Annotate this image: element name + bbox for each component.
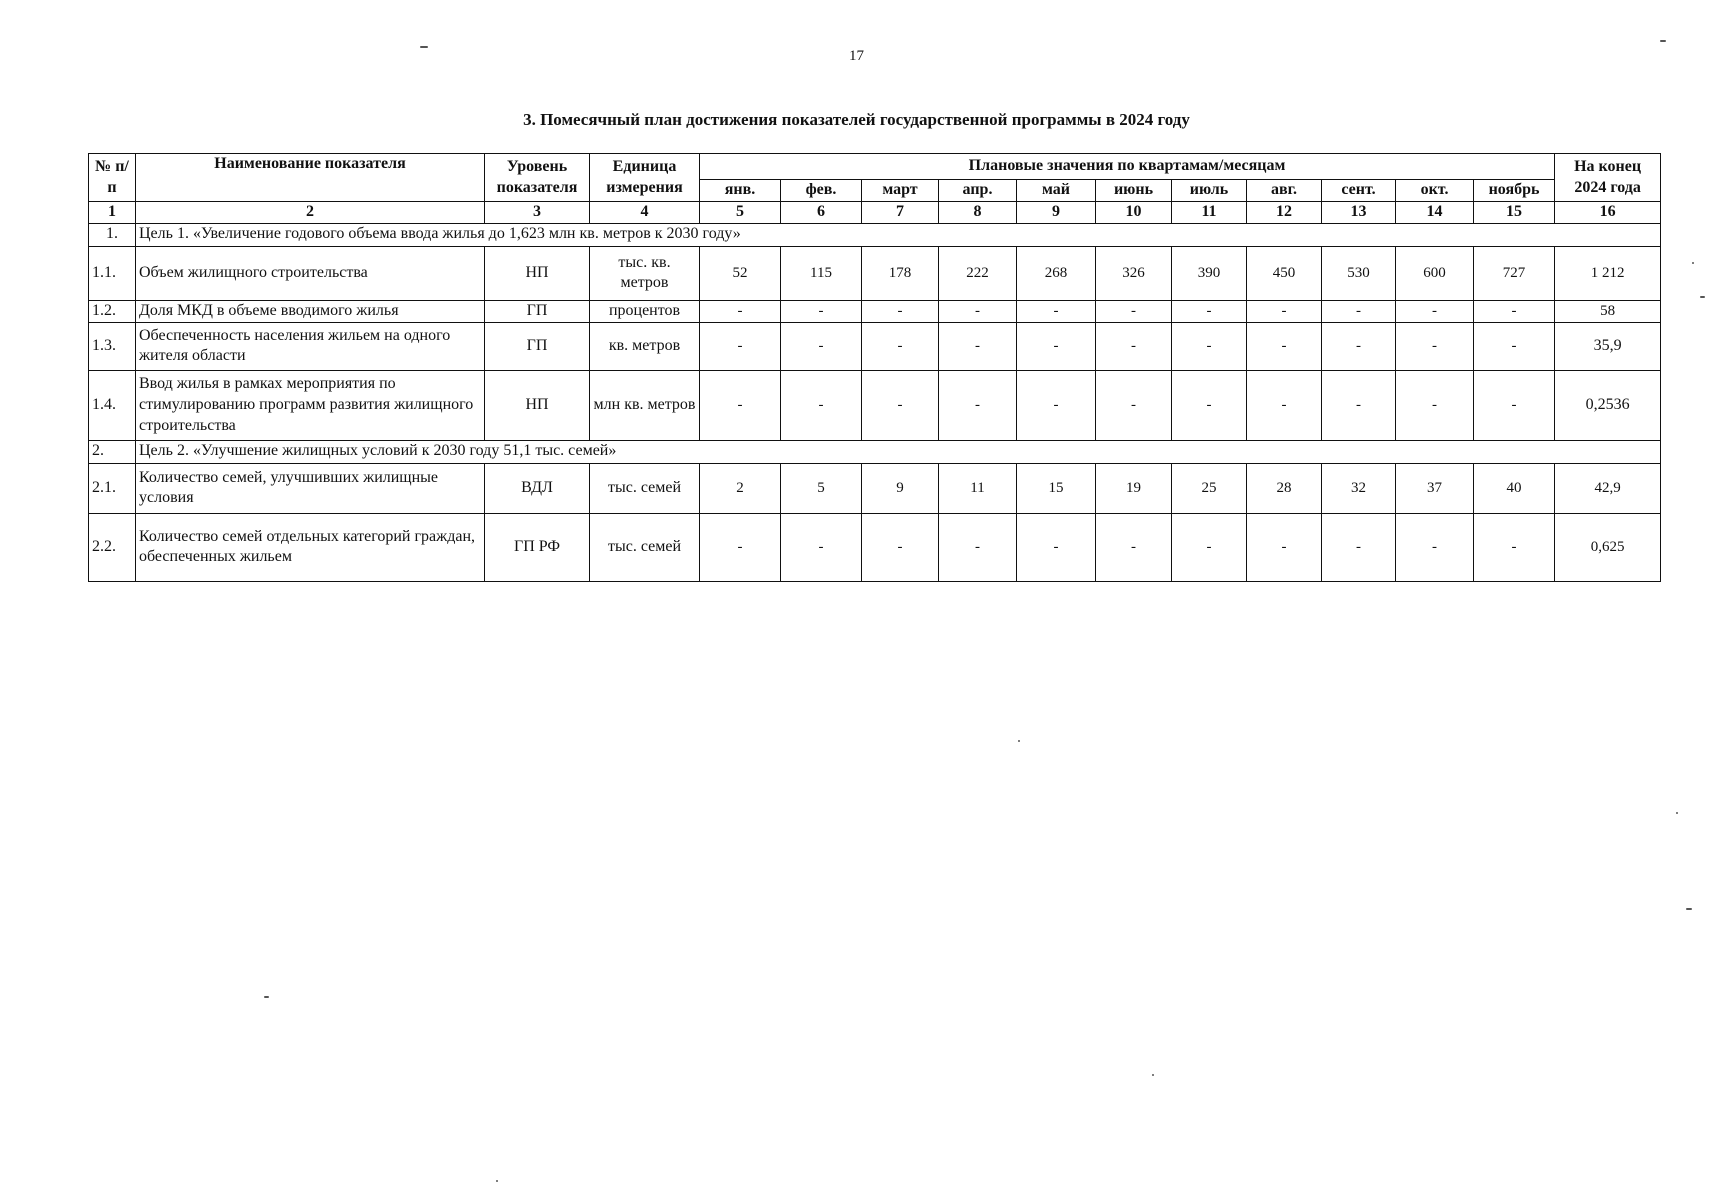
month-value: 11: [939, 463, 1017, 513]
column-number: 14: [1396, 202, 1474, 224]
month-value: -: [781, 322, 862, 370]
month-header: июль: [1172, 180, 1247, 202]
indicator-unit: тыс. семей: [590, 513, 700, 581]
row-number: 1.2.: [89, 300, 136, 322]
indicator-unit: тыс. кв. метров: [590, 246, 700, 300]
month-value: 530: [1322, 246, 1396, 300]
header-unit: Единица измерения: [590, 154, 700, 202]
row-number: 1.1.: [89, 246, 136, 300]
month-value: 32: [1322, 463, 1396, 513]
month-value: -: [1247, 300, 1322, 322]
indicator-level: ВДЛ: [485, 463, 590, 513]
month-header: май: [1017, 180, 1096, 202]
column-number: 10: [1096, 202, 1172, 224]
column-number: 13: [1322, 202, 1396, 224]
column-number: 2: [136, 202, 485, 224]
table-row: [89, 322, 1661, 370]
month-value: 25: [1172, 463, 1247, 513]
month-header: сент.: [1322, 180, 1396, 202]
month-value: -: [1396, 370, 1474, 440]
indicator-level: ГП: [485, 322, 590, 370]
scan-speck: [1676, 812, 1678, 814]
month-value: -: [1247, 370, 1322, 440]
month-value: -: [1096, 300, 1172, 322]
column-number: 6: [781, 202, 862, 224]
month-value: 390: [1172, 246, 1247, 300]
month-value: -: [862, 300, 939, 322]
month-value: -: [1396, 300, 1474, 322]
indicator-level: НП: [485, 370, 590, 440]
month-value: -: [1474, 300, 1555, 322]
table-row: [89, 463, 1661, 513]
month-header: фев.: [781, 180, 862, 202]
column-number: 11: [1172, 202, 1247, 224]
month-value: 2: [700, 463, 781, 513]
indicator-name: Обеспеченность населения жильем на одного жителя области: [136, 322, 485, 370]
column-number: 16: [1555, 202, 1661, 224]
month-value: -: [700, 322, 781, 370]
month-value: 326: [1096, 246, 1172, 300]
indicator-name: Количество семей, улучшивших жилищные условия: [136, 463, 485, 513]
month-value: 9: [862, 463, 939, 513]
goal-row: [89, 440, 1661, 463]
goal-number: 1.: [89, 223, 136, 246]
month-value: 450: [1247, 246, 1322, 300]
month-value: -: [939, 370, 1017, 440]
month-value: 222: [939, 246, 1017, 300]
month-value: -: [700, 300, 781, 322]
column-number: 7: [862, 202, 939, 224]
scan-speck: [1686, 908, 1692, 910]
goal-number: 2.: [89, 440, 136, 463]
month-value: -: [1322, 300, 1396, 322]
header-row: [89, 154, 1661, 180]
month-header: апр.: [939, 180, 1017, 202]
table-row: [89, 300, 1661, 322]
scan-speck: [420, 46, 428, 48]
month-value: -: [1474, 370, 1555, 440]
table-row: [89, 246, 1661, 300]
scan-speck: [496, 1180, 498, 1182]
indicator-name: Количество семей отдельных категорий граждан, обеспеченных жильем: [136, 513, 485, 581]
month-value: -: [1322, 370, 1396, 440]
header-num: № п/п: [89, 154, 136, 202]
end-of-year-value: 0,625: [1555, 513, 1661, 581]
indicator-name: Доля МКД в объеме вводимого жилья: [136, 300, 485, 322]
indicator-plan-table: [88, 153, 1661, 582]
goal-text: Цель 1. «Увеличение годового объема ввода жилья до 1,623 млн кв. метров к 2030 году»: [136, 223, 1661, 246]
month-value: 600: [1396, 246, 1474, 300]
indicator-level: ГП: [485, 300, 590, 322]
scan-speck: [1018, 740, 1020, 742]
indicator-unit: млн кв. метров: [590, 370, 700, 440]
header-name: Наименование показателя: [136, 154, 485, 202]
month-value: 5: [781, 463, 862, 513]
column-number: 12: [1247, 202, 1322, 224]
end-of-year-value: 1 212: [1555, 246, 1661, 300]
indicator-name: Объем жилищного строительства: [136, 246, 485, 300]
month-value: -: [939, 300, 1017, 322]
month-value: -: [1322, 322, 1396, 370]
month-value: -: [1096, 513, 1172, 581]
page-title: 3. Помесячный план достижения показателей государственной программы в 2024 году: [523, 110, 1190, 129]
month-value: -: [1396, 513, 1474, 581]
month-value: -: [1172, 322, 1247, 370]
month-value: 28: [1247, 463, 1322, 513]
month-header: янв.: [700, 180, 781, 202]
indicator-unit: кв. метров: [590, 322, 700, 370]
row-number: 1.4.: [89, 370, 136, 440]
month-value: 268: [1017, 246, 1096, 300]
table-row: [89, 513, 1661, 581]
month-header: ноябрь: [1474, 180, 1555, 202]
month-value: -: [939, 513, 1017, 581]
indicator-unit: процентов: [590, 300, 700, 322]
row-number: 1.3.: [89, 322, 136, 370]
row-number: 2.1.: [89, 463, 136, 513]
header-level: Уровень показателя: [485, 154, 590, 202]
table-row: [89, 370, 1661, 440]
month-value: -: [862, 513, 939, 581]
month-value: -: [781, 300, 862, 322]
column-number-row: [89, 202, 1661, 224]
month-value: -: [862, 322, 939, 370]
month-value: -: [1474, 513, 1555, 581]
column-number: 4: [590, 202, 700, 224]
month-value: -: [781, 513, 862, 581]
month-value: -: [1322, 513, 1396, 581]
row-number: 2.2.: [89, 513, 136, 581]
end-of-year-value: 0,2536: [1555, 370, 1661, 440]
column-number: 9: [1017, 202, 1096, 224]
month-value: -: [1172, 370, 1247, 440]
end-of-year-value: 58: [1555, 300, 1661, 322]
month-value: -: [1247, 322, 1322, 370]
end-of-year-value: 42,9: [1555, 463, 1661, 513]
month-value: -: [1396, 322, 1474, 370]
month-value: -: [1017, 513, 1096, 581]
month-value: -: [1017, 300, 1096, 322]
indicator-unit: тыс. семей: [590, 463, 700, 513]
header-planned: Плановые значения по квартамам/месяцам: [700, 154, 1555, 180]
month-value: -: [1474, 322, 1555, 370]
month-value: -: [781, 370, 862, 440]
scan-speck: [1700, 296, 1705, 298]
month-value: 115: [781, 246, 862, 300]
month-value: 19: [1096, 463, 1172, 513]
goal-text: Цель 2. «Улучшение жилищных условий к 2030 году 51,1 тыс. семей»: [136, 440, 1661, 463]
month-value: -: [1247, 513, 1322, 581]
column-number: 1: [89, 202, 136, 224]
month-value: 52: [700, 246, 781, 300]
goal-row: [89, 223, 1661, 246]
month-value: 178: [862, 246, 939, 300]
indicator-level: НП: [485, 246, 590, 300]
column-number: 5: [700, 202, 781, 224]
scan-speck: [1660, 40, 1666, 42]
month-value: -: [1172, 513, 1247, 581]
month-value: 727: [1474, 246, 1555, 300]
column-number: 3: [485, 202, 590, 224]
month-value: -: [939, 322, 1017, 370]
month-value: 40: [1474, 463, 1555, 513]
indicator-level: ГП РФ: [485, 513, 590, 581]
month-value: -: [1172, 300, 1247, 322]
month-value: -: [700, 370, 781, 440]
scan-speck: [1692, 262, 1694, 264]
indicator-name: Ввод жилья в рамках мероприятия по стимулированию программ развития жилищного строительства: [136, 370, 485, 440]
month-header: март: [862, 180, 939, 202]
month-value: -: [862, 370, 939, 440]
month-value: -: [1096, 370, 1172, 440]
month-value: 37: [1396, 463, 1474, 513]
end-of-year-value: 35,9: [1555, 322, 1661, 370]
month-value: -: [1017, 322, 1096, 370]
column-number: 15: [1474, 202, 1555, 224]
month-value: 15: [1017, 463, 1096, 513]
month-value: -: [1017, 370, 1096, 440]
month-value: -: [700, 513, 781, 581]
month-value: -: [1096, 322, 1172, 370]
scan-speck: [1152, 1074, 1154, 1076]
month-header: июнь: [1096, 180, 1172, 202]
month-header: окт.: [1396, 180, 1474, 202]
scan-speck: [264, 996, 269, 998]
month-header: авг.: [1247, 180, 1322, 202]
column-number: 8: [939, 202, 1017, 224]
header-end-of-year: На конец 2024 года: [1555, 154, 1661, 202]
page-number: 17: [849, 48, 864, 64]
